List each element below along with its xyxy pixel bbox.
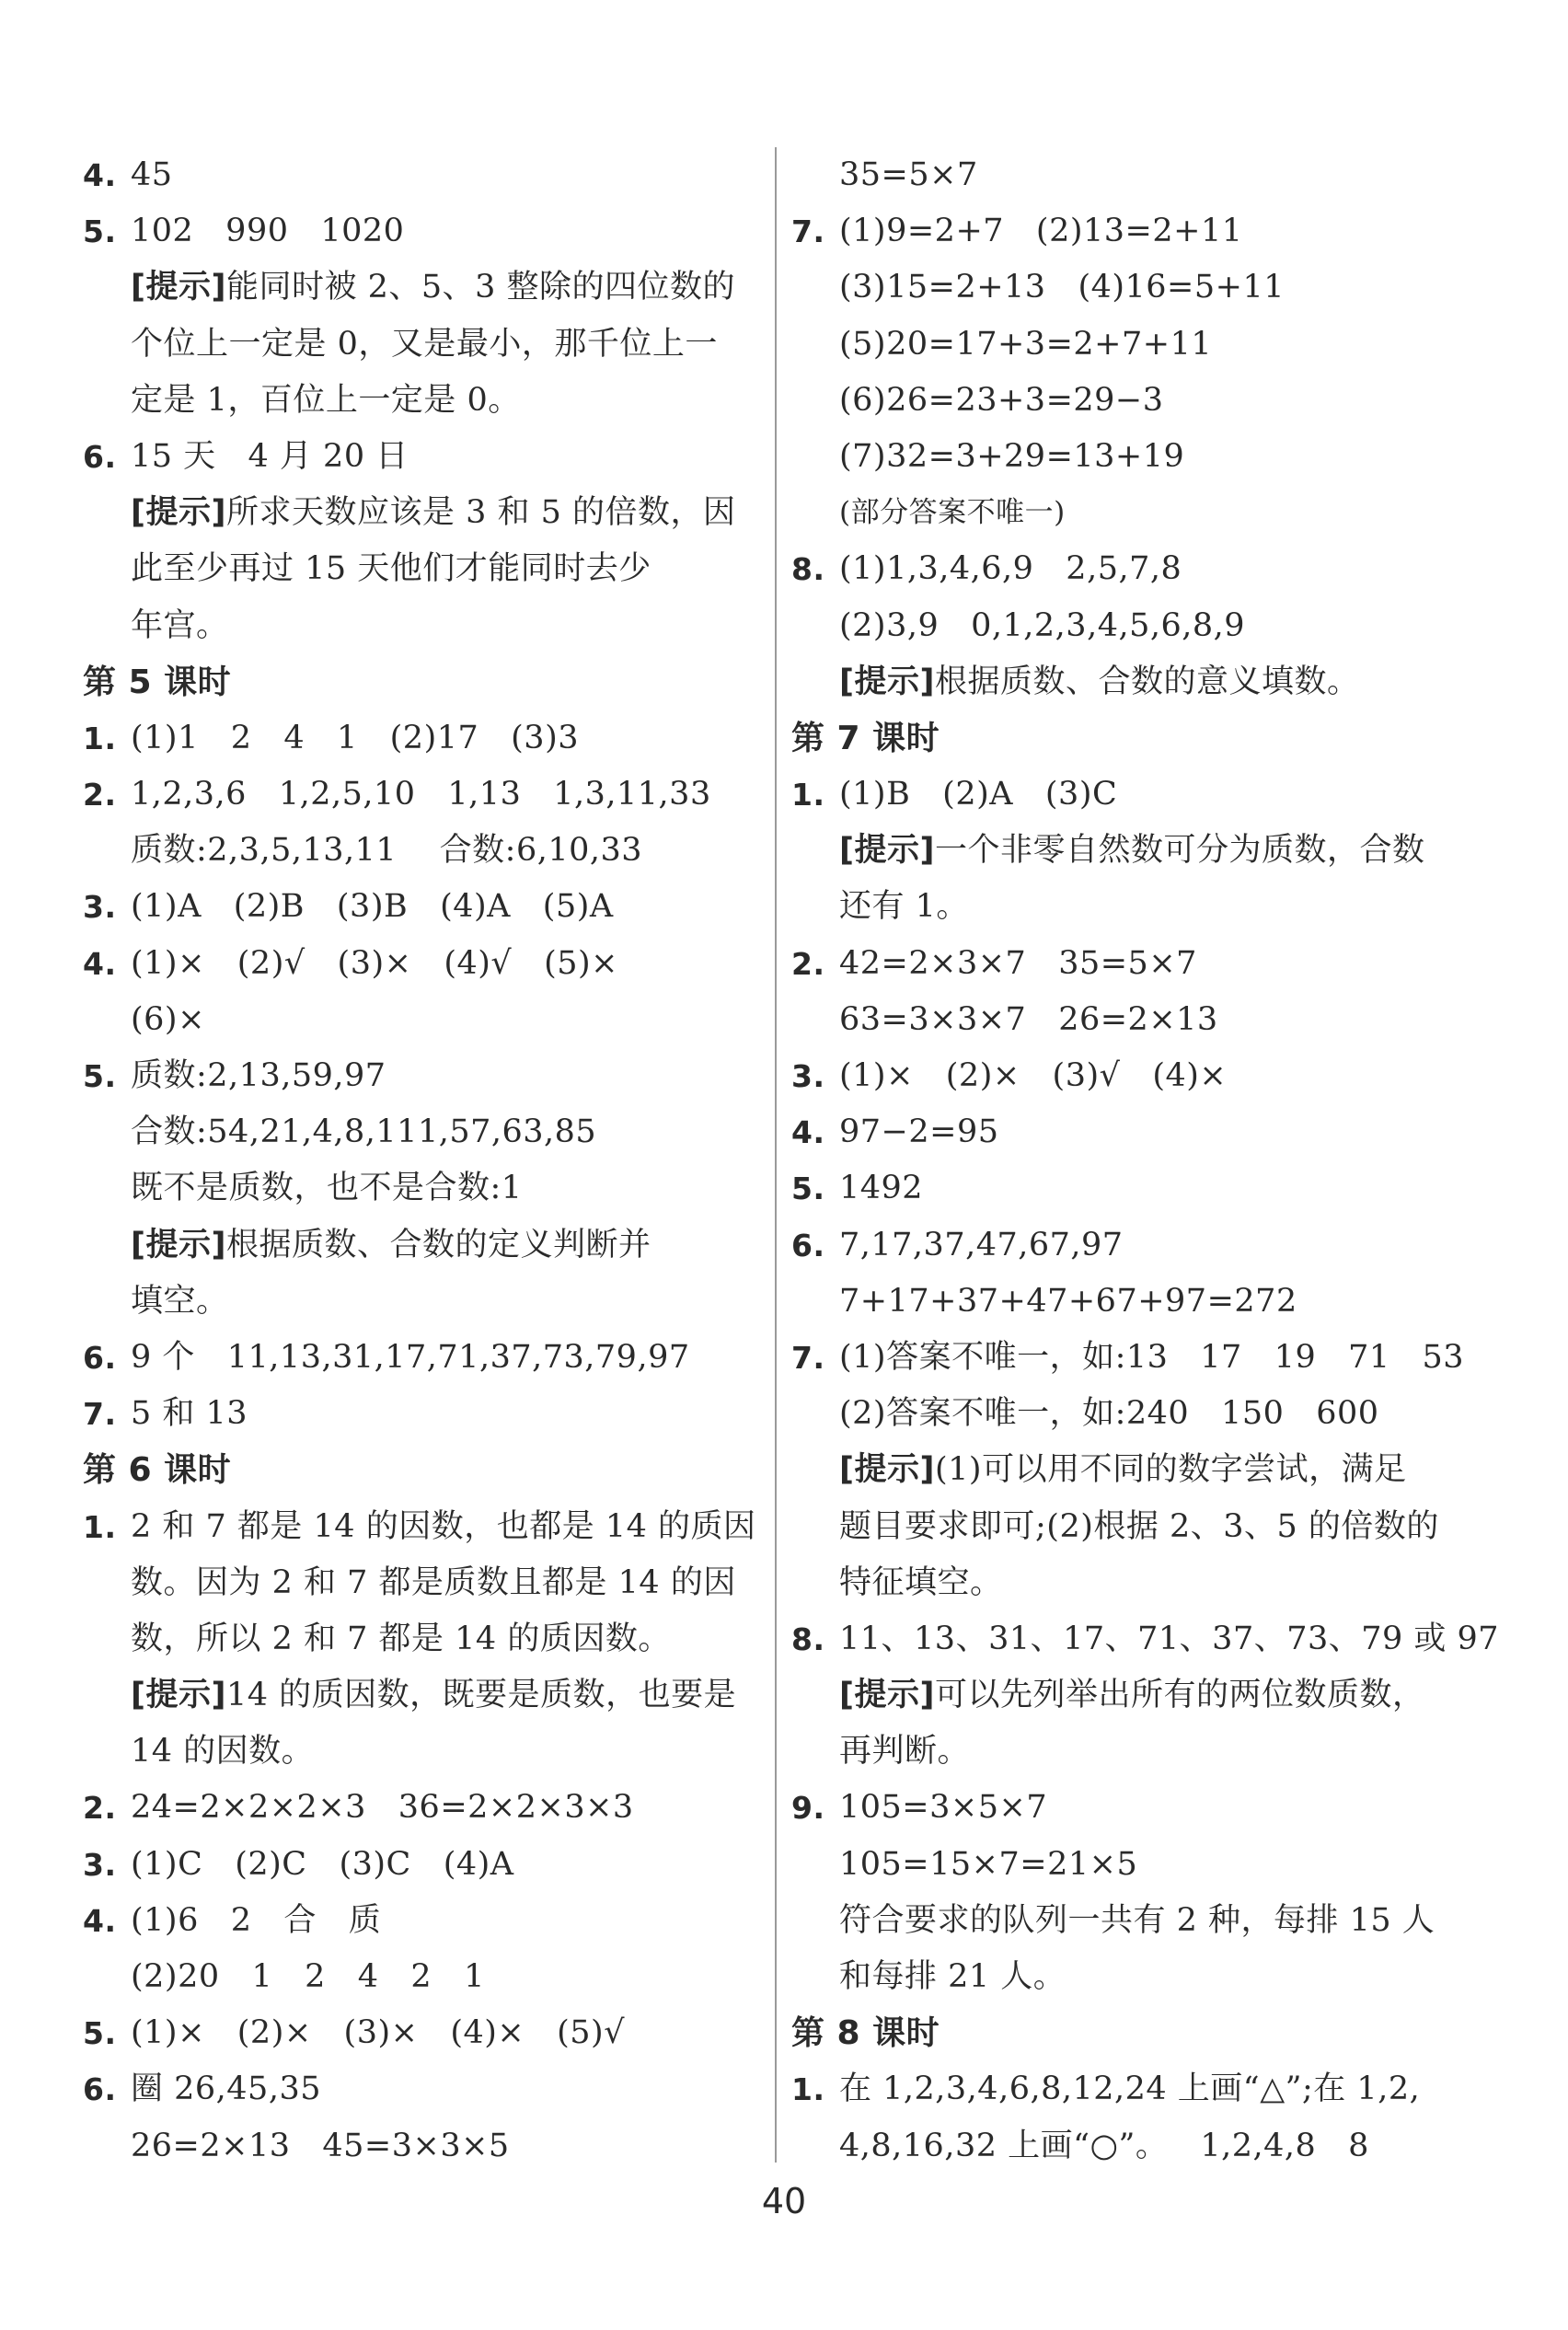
answer-continuation: [791, 1724, 1491, 1780]
answer-item: [791, 936, 1491, 992]
answer-text-content: 105=15×7=21×5: [839, 1845, 1138, 1883]
answer-text-content: 个位上一定是 0，又是最小，那千位上一: [131, 325, 718, 363]
answer-text-content: 所求天数应该是 3 和 5 的倍数，因: [226, 494, 736, 532]
answer-text-content: (1)1,3,4,6,9 2,5,7,8: [839, 550, 1182, 588]
answer-text: [839, 1330, 1464, 1386]
hint-label: [提示]: [839, 1451, 935, 1489]
section-heading-text: 第 8 课时: [791, 2014, 940, 2053]
section-heading: [791, 2005, 1491, 2061]
answer-text: [131, 823, 642, 879]
answer-text: [839, 1555, 1003, 1611]
answer-text-content: 根据质数、合数的定义判断并: [226, 1226, 651, 1263]
answer-text-content: (1)× (2)√ (3)× (4)√ (5)×: [131, 944, 618, 982]
answer-text-content: 和每排 21 人。: [839, 1958, 1066, 1995]
answer-text-content: 可以先列举出所有的两位数质数，: [935, 1677, 1425, 1714]
answer-item: [83, 936, 764, 992]
answer-text: [131, 1724, 314, 1780]
answer-text: [839, 879, 969, 935]
item-number: 3.: [83, 889, 117, 926]
answer-continuation: [791, 1499, 1491, 1555]
item-number: 5.: [83, 1058, 117, 1094]
answer-text-content: 2 和 7 都是 14 的因数，也都是 14 的质因: [131, 1507, 756, 1545]
answer-text: [839, 373, 1164, 429]
answer-item: [83, 147, 764, 203]
answer-continuation: [83, 1667, 764, 1724]
answer-text: [131, 992, 205, 1048]
item-number: 3.: [791, 1058, 825, 1094]
answer-continuation: [791, 1667, 1491, 1724]
answer-continuation: [83, 373, 764, 429]
answer-text: [131, 2118, 510, 2174]
answer-text-content: (7)32=3+29=13+19: [839, 437, 1185, 475]
answer-continuation: [791, 1274, 1491, 1330]
item-number: 7.: [791, 1339, 825, 1376]
answer-text: [839, 260, 1285, 316]
answer-text-content: 数，所以 2 和 7 都是 14 的质因数。: [131, 1620, 671, 1657]
answer-text: [839, 485, 1066, 541]
answer-text-content: 填空。: [131, 1282, 229, 1320]
answer-item: [83, 1837, 764, 1893]
item-number: 6.: [83, 438, 117, 475]
item-number: 1.: [83, 720, 117, 756]
answer-text: [839, 1160, 923, 1217]
answer-item: [791, 1330, 1491, 1386]
answer-text: [839, 1893, 1435, 1949]
item-number: 5.: [83, 213, 117, 250]
answer-item: [791, 1780, 1491, 1836]
answer-continuation: [83, 260, 764, 316]
answer-continuation: [83, 823, 764, 879]
item-number: 6.: [83, 2071, 117, 2108]
answer-continuation: [791, 1442, 1491, 1498]
hint-label: [提示]: [839, 1677, 935, 1714]
answer-continuation: [83, 598, 764, 654]
answer-text: [839, 1667, 1425, 1724]
answer-text: [839, 1274, 1297, 1330]
answer-text: [131, 1499, 756, 1555]
answer-text: [131, 203, 404, 260]
answer-text-content: 能同时被 2、5、3 整除的四位数的: [226, 269, 736, 306]
answer-continuation: [791, 879, 1491, 935]
answer-text-content: (1)× (2)× (3)× (4)× (5)√: [131, 2014, 626, 2052]
answer-text-content: 14 的因数。: [131, 1733, 315, 1771]
hint-label: [提示]: [131, 1677, 226, 1714]
answer-item: [83, 2061, 764, 2117]
answer-text: [131, 1217, 651, 1274]
answer-text-content: 年宫。: [131, 606, 229, 644]
answer-text-content: 质数:2,13,59,97: [131, 1057, 386, 1094]
hint-label: [提示]: [131, 269, 226, 306]
answer-text: [131, 598, 229, 654]
answer-text-content: 35=5×7: [839, 156, 978, 193]
answer-text: [131, 1048, 386, 1104]
hint-label: [提示]: [839, 832, 935, 870]
answer-text: [839, 1724, 970, 1780]
item-number: 8.: [791, 551, 825, 588]
answer-text-content: 11、13、31、17、71、37、73、79 或 97: [839, 1620, 1500, 1657]
answer-text: [839, 1217, 1124, 1274]
answer-continuation: [83, 317, 764, 373]
column-divider: [775, 147, 777, 2163]
answer-text-content: 数。因为 2 和 7 都是质数且都是 14 的因: [131, 1563, 736, 1601]
answer-continuation: [83, 992, 764, 1048]
answer-text: [839, 823, 1425, 879]
right-column: [791, 147, 1500, 2174]
answer-continuation: [83, 485, 764, 541]
answer-continuation: [83, 2118, 764, 2174]
item-number: 5.: [791, 1171, 825, 1207]
item-number: 5.: [83, 2015, 117, 2052]
answer-continuation: [83, 1555, 764, 1611]
item-number: 4.: [83, 1902, 117, 1939]
page-number: 40: [761, 2181, 807, 2221]
answer-text: [131, 541, 651, 597]
answer-item: [791, 767, 1491, 823]
answer-text-content: 63=3×3×7 26=2×13: [839, 1000, 1218, 1038]
answer-text: [839, 429, 1184, 485]
answer-text: [131, 1104, 596, 1160]
answer-text: [839, 654, 1360, 710]
answer-text-content: 26=2×13 45=3×3×5: [131, 2127, 510, 2164]
answer-text: [839, 2118, 1369, 2174]
answer-text-content: 圈 26,45,35: [131, 2070, 321, 2108]
answer-item: [791, 1048, 1491, 1104]
answer-text-content: 根据质数、合数的意义填数。: [935, 663, 1360, 700]
answer-text: [131, 1386, 248, 1442]
answer-text: [839, 1949, 1066, 2005]
answer-text-content: 既不是质数，也不是合数:1: [131, 1170, 523, 1207]
answer-text-content: 7,17,37,47,67,97: [839, 1226, 1124, 1263]
answer-text-content: (2)答案不唯一，如:240 150 600: [839, 1395, 1379, 1433]
answer-item: [83, 879, 764, 935]
answer-text: [131, 1780, 634, 1836]
section-heading-text: 第 6 课时: [83, 1451, 232, 1490]
item-number: 4.: [83, 945, 117, 982]
answer-item: [791, 541, 1491, 597]
answer-text-content: 合数:54,21,4,8,111,57,63,85: [131, 1113, 597, 1151]
answer-text: [131, 485, 736, 541]
answer-item: [791, 203, 1491, 260]
answer-continuation: [791, 654, 1491, 710]
answer-continuation: [791, 1386, 1491, 1442]
answer-text: [839, 1386, 1379, 1442]
answer-item: [83, 1048, 764, 1104]
answer-text: [131, 710, 579, 767]
item-number: 4.: [791, 1114, 825, 1151]
answer-continuation: [791, 1837, 1491, 1893]
hint-label: [提示]: [131, 1226, 226, 1263]
answer-text: [131, 1160, 523, 1217]
answer-item: [83, 710, 764, 767]
answer-text: [839, 1442, 1407, 1498]
answer-continuation: [83, 1217, 764, 1274]
answer-text-content: 题目要求即可;(2)根据 2、3、5 的倍数的: [839, 1507, 1439, 1545]
answer-text-content: 一个非零自然数可分为质数，合数: [935, 832, 1425, 870]
item-number: 7.: [791, 213, 825, 250]
answer-text-content: (1)C (2)C (3)C (4)A: [131, 1845, 514, 1883]
answer-text: [131, 767, 711, 823]
answer-text: [839, 598, 1245, 654]
answer-item: [83, 767, 764, 823]
answer-text: [131, 936, 618, 992]
answer-text-content: 此至少再过 15 天他们才能同时去少: [131, 550, 651, 588]
answer-text: [839, 1499, 1439, 1555]
answer-text-content: 102 990 1020: [131, 213, 405, 250]
answer-continuation: [791, 260, 1491, 316]
answer-text: [839, 541, 1182, 597]
answer-text-content: 5 和 13: [131, 1395, 248, 1433]
answer-text: [839, 203, 1242, 260]
answer-text: [131, 429, 409, 485]
answer-text-content: 再判断。: [839, 1733, 971, 1771]
answer-text-content: (3)15=2+13 (4)16=5+11: [839, 269, 1286, 306]
answer-continuation: [791, 1949, 1491, 2005]
answer-text: [839, 1837, 1137, 1893]
item-number: 8.: [791, 1621, 825, 1657]
answer-text: [839, 317, 1212, 373]
answer-text: [839, 992, 1218, 1048]
answer-text-content: (6)26=23+3=29−3: [839, 381, 1164, 419]
answer-text-content: 还有 1。: [839, 888, 969, 926]
answer-item: [83, 1780, 764, 1836]
answer-text: [131, 1949, 485, 2005]
answer-continuation: [791, 147, 1491, 203]
answer-text-content: (1)A (2)B (3)B (4)A (5)A: [131, 888, 614, 926]
answer-text-content: (2)3,9 0,1,2,3,4,5,6,8,9: [839, 606, 1246, 644]
answer-text: [839, 1048, 1227, 1104]
answer-text-content: 4,8,16,32 上画“○”。 1,2,4,8 8: [839, 2127, 1369, 2164]
answer-continuation: [83, 1274, 764, 1330]
answer-text: [131, 1893, 381, 1949]
answer-text-content: 45: [131, 156, 173, 193]
item-number: 6.: [83, 1339, 117, 1376]
answer-text-content: (2)20 1 2 4 2 1: [131, 1958, 485, 1995]
answer-text: [131, 2061, 321, 2117]
answer-item: [83, 429, 764, 485]
item-number: 4.: [83, 157, 117, 193]
answer-text: [839, 1104, 999, 1160]
answer-text: [131, 260, 735, 316]
answer-item: [83, 1330, 764, 1386]
answer-continuation: [83, 1724, 764, 1780]
item-number: 6.: [791, 1227, 825, 1263]
answer-text-content: (1)B (2)A (3)C: [839, 776, 1118, 813]
answer-text-content: 97−2=95: [839, 1113, 999, 1151]
answer-item: [791, 1160, 1491, 1217]
answer-text-content: 1492: [839, 1170, 924, 1207]
hint-label: [提示]: [131, 494, 226, 532]
answer-text-content: (1)可以用不同的数字尝试，满足: [935, 1451, 1407, 1489]
item-number: 2.: [83, 1790, 117, 1827]
item-number: 9.: [791, 1790, 825, 1827]
answer-text: [839, 147, 978, 203]
answer-text: [839, 2061, 1420, 2117]
answer-text: [131, 1611, 671, 1667]
answer-text-content: (1)6 2 合 质: [131, 1901, 382, 1939]
answer-continuation: [791, 1555, 1491, 1611]
answer-text-content: 符合要求的队列一共有 2 种，每排 15 人: [839, 1901, 1435, 1939]
answer-text: [131, 1274, 229, 1330]
answer-text: [131, 1837, 514, 1893]
answer-text: [131, 1667, 736, 1724]
answer-text-content: (1)1 2 4 1 (2)17 (3)3: [131, 719, 579, 756]
item-number: 1.: [791, 2071, 825, 2108]
answer-text-content: 7+17+37+47+67+97=272: [839, 1282, 1297, 1320]
answer-continuation: [791, 485, 1491, 541]
answer-text: [839, 767, 1117, 823]
answer-text-content: (1)9=2+7 (2)13=2+11: [839, 213, 1243, 250]
answer-continuation: [791, 823, 1491, 879]
answer-text: [131, 1555, 736, 1611]
answer-continuation: [791, 992, 1491, 1048]
answer-text: [131, 147, 173, 203]
answer-text-content: 24=2×2×2×3 36=2×2×3×3: [131, 1789, 634, 1827]
answer-text: [131, 879, 614, 935]
answer-text-content: 特征填空。: [839, 1563, 1003, 1601]
answer-continuation: [791, 373, 1491, 429]
answer-text: [839, 936, 1197, 992]
answer-text-content: (6)×: [131, 1000, 205, 1038]
answer-text: [131, 1330, 690, 1386]
answer-continuation: [83, 1611, 764, 1667]
answer-item: [83, 1499, 764, 1555]
answer-continuation: [791, 598, 1491, 654]
answer-item: [83, 203, 764, 260]
answer-item: [83, 1386, 764, 1442]
answer-item: [791, 1217, 1491, 1274]
answer-text-content: 在 1,2,3,4,6,8,12,24 上画“△”;在 1,2,: [839, 2070, 1421, 2108]
answer-continuation: [83, 1104, 764, 1160]
item-number: 2.: [791, 945, 825, 982]
hint-label: [提示]: [839, 663, 935, 700]
answer-text-content: 14 的质因数，既要是质数，也要是: [226, 1677, 737, 1714]
answer-continuation: [83, 1949, 764, 2005]
section-heading-text: 第 5 课时: [83, 663, 232, 701]
answer-continuation: [791, 2118, 1491, 2174]
answer-item: [791, 1611, 1500, 1667]
answer-text-content: 定是 1，百位上一定是 0。: [131, 381, 521, 419]
answer-text-content: 9 个 11,13,31,17,71,37,73,79,97: [131, 1338, 690, 1376]
answer-text-content: (1)× (2)× (3)√ (4)×: [839, 1057, 1228, 1094]
section-heading-text: 第 7 课时: [791, 719, 940, 757]
section-heading: [83, 1442, 764, 1498]
item-number: 7.: [83, 1396, 117, 1433]
left-column: [83, 147, 764, 2174]
section-heading: [791, 710, 1491, 767]
answer-text: [131, 317, 718, 373]
item-number: 3.: [83, 1846, 117, 1883]
answer-text-content: 质数:2,3,5,13,11 合数:6,10,33: [131, 832, 643, 870]
answer-continuation: [791, 429, 1491, 485]
section-heading: [83, 654, 764, 710]
answer-item: [83, 1893, 764, 1949]
answer-item: [791, 2061, 1491, 2117]
answer-text-content: 105=3×5×7: [839, 1789, 1048, 1827]
answer-item: [791, 1104, 1491, 1160]
answer-text: [839, 1611, 1499, 1667]
answer-text: [839, 1780, 1047, 1836]
item-number: 1.: [83, 1508, 117, 1545]
item-number: 1.: [791, 777, 825, 813]
answer-item: [83, 2005, 764, 2061]
answer-continuation: [83, 541, 764, 597]
answer-text: [131, 373, 521, 429]
answer-text-content: (1)答案不唯一，如:13 17 19 71 53: [839, 1338, 1465, 1376]
answer-text-content: (5)20=17+3=2+7+11: [839, 325, 1213, 363]
answer-continuation: [791, 317, 1491, 373]
answer-text-content: (部分答案不唯一): [839, 496, 1066, 530]
item-number: 2.: [83, 777, 117, 813]
answer-text-content: 1,2,3,6 1,2,5,10 1,13 1,3,11,33: [131, 776, 711, 813]
answer-continuation: [83, 1160, 764, 1217]
answer-text: [131, 2005, 625, 2061]
answer-text-content: 42=2×3×7 35=5×7: [839, 944, 1197, 982]
answer-continuation: [791, 1893, 1491, 1949]
answer-text-content: 15 天 4 月 20 日: [131, 437, 409, 475]
